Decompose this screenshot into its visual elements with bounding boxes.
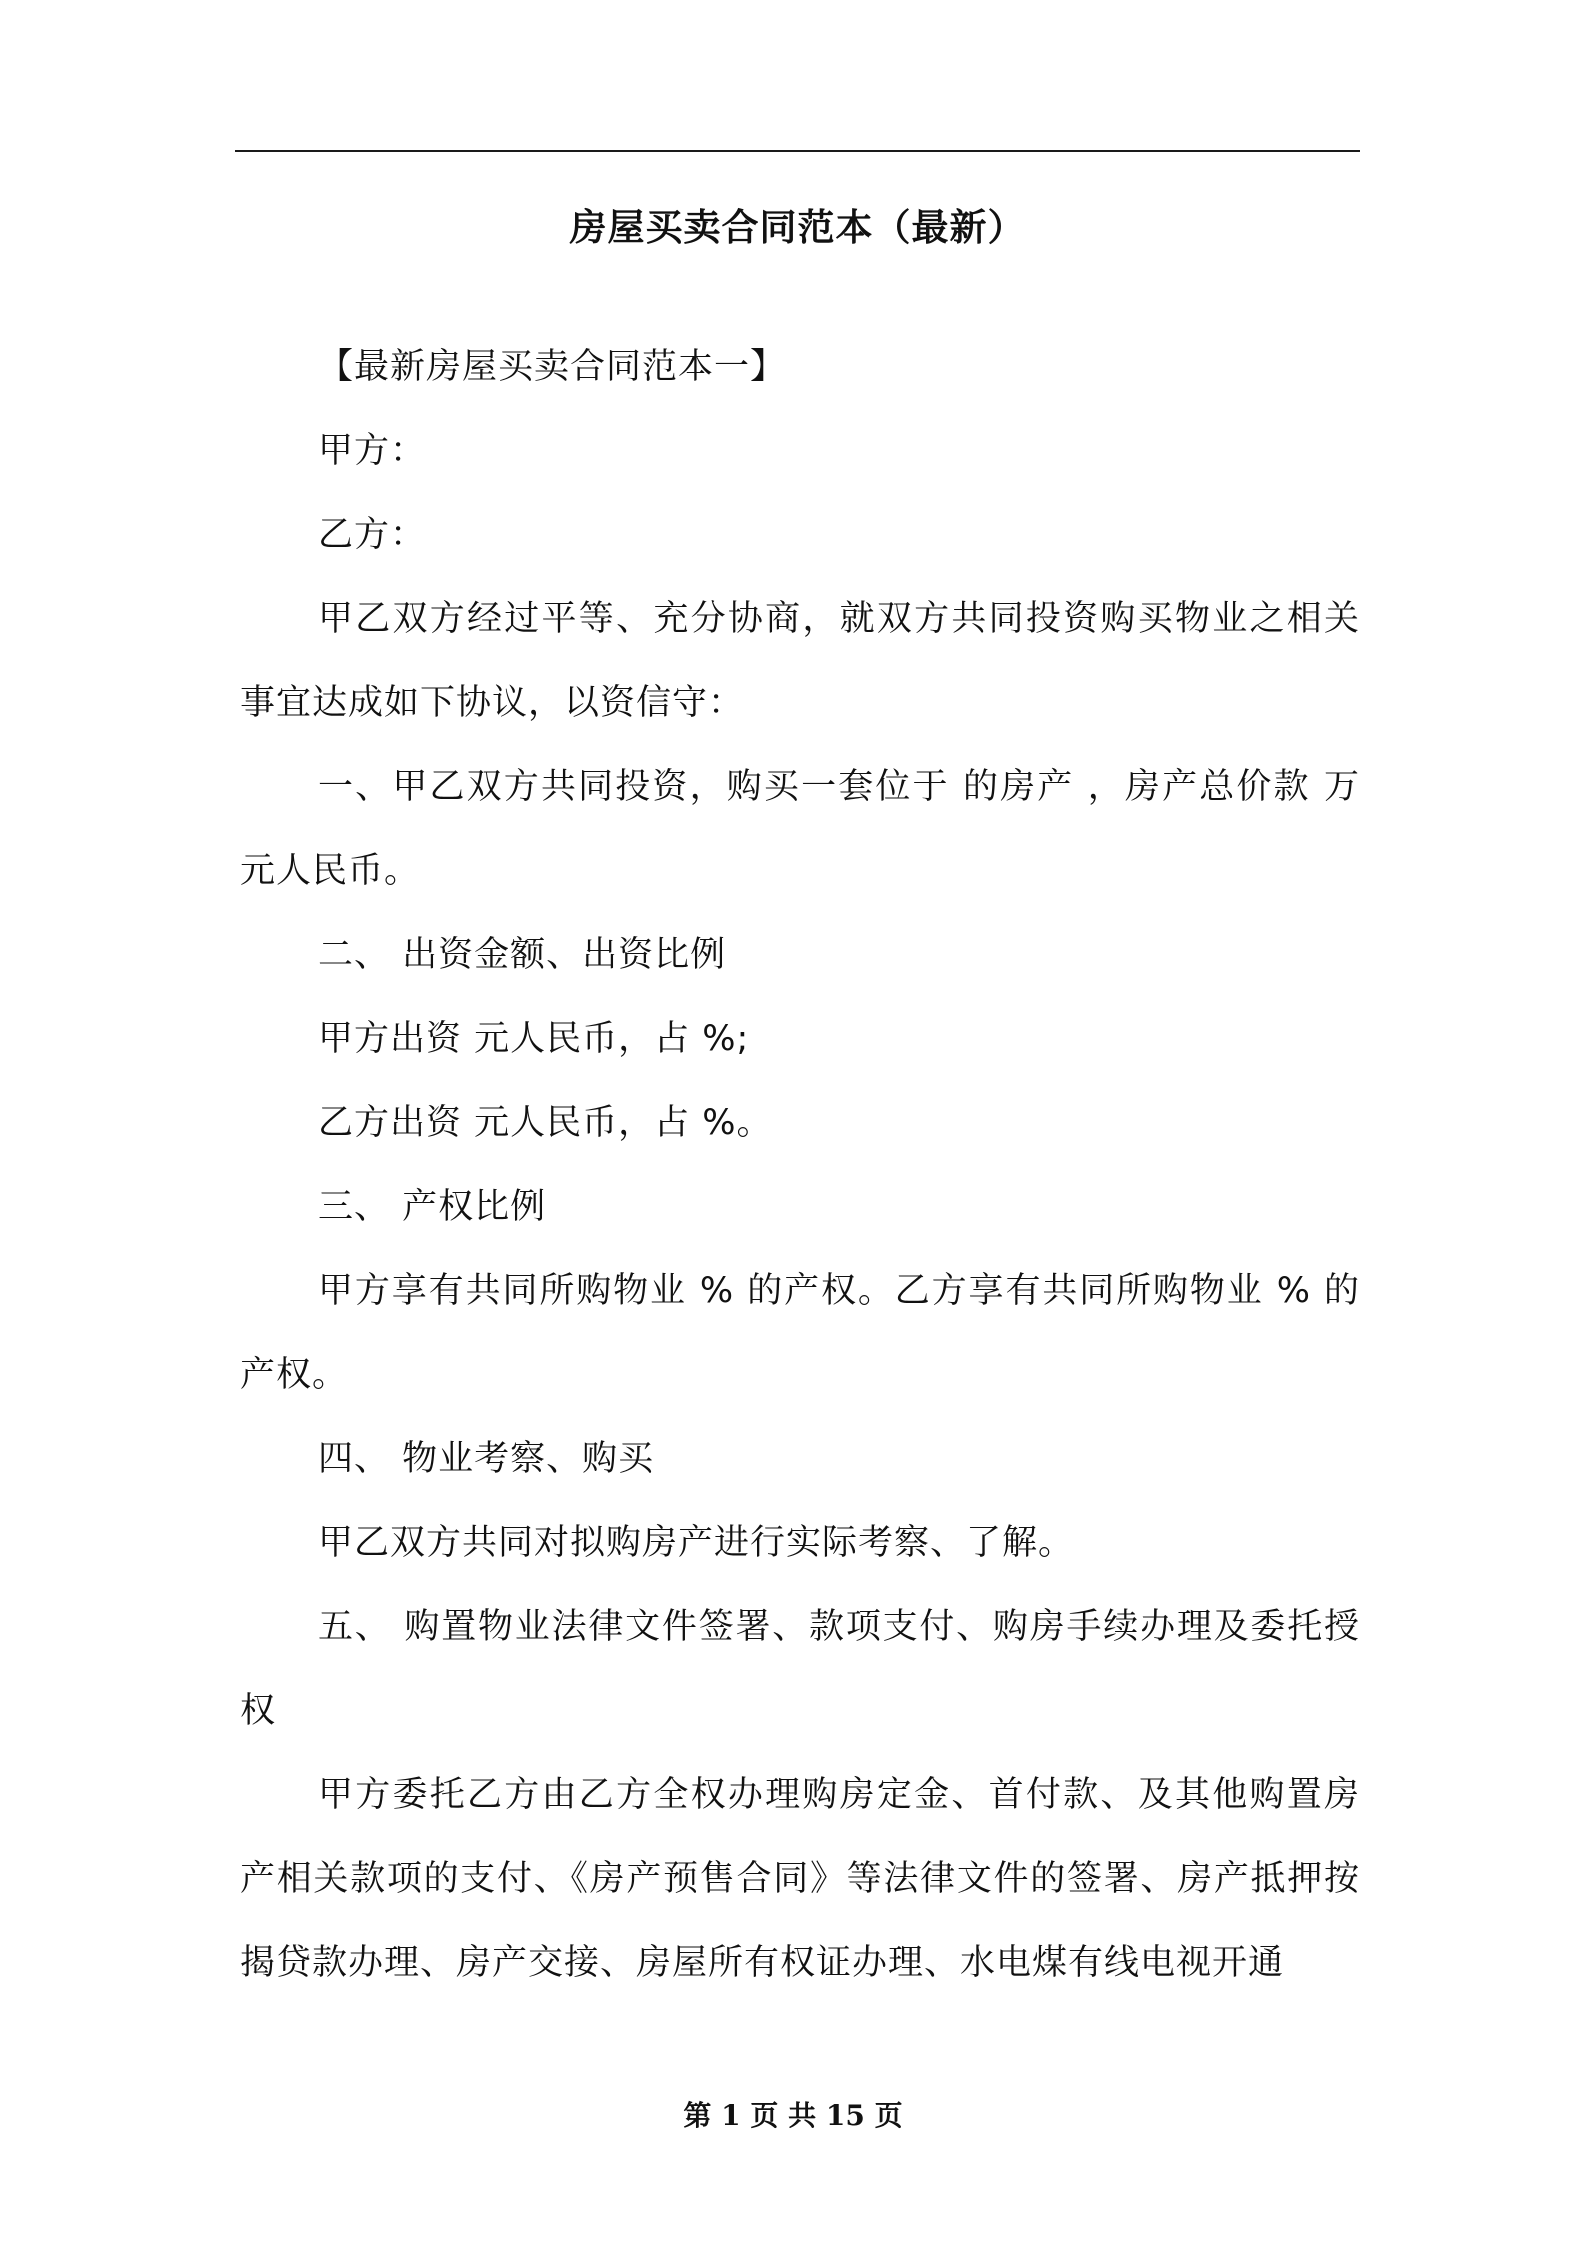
document-title: 房屋买卖合同范本（最新）: [569, 206, 1026, 249]
party-a-line: 甲方：: [318, 431, 427, 471]
clause-1-paragraph: 一、甲乙双方共同投资，购买一套位于 的房产 ，房产总价款 万元人民币。: [240, 767, 1360, 891]
header-rule: [235, 150, 1360, 152]
party-a-contribution: 甲方出资 元人民币，占 %;: [318, 1019, 750, 1059]
clause-3-heading: 三、 产权比例: [318, 1187, 547, 1227]
inspection-paragraph: 甲乙双方共同对拟购房产进行实际考察、了解。: [318, 1523, 1075, 1563]
document-body: [240, 325, 1360, 2005]
page-number-footer: 第 1 页 共 15 页: [683, 2099, 903, 2132]
clause-5-heading: 五、 购置物业法律文件签署、款项支付、购房手续办理及委托授权: [240, 1607, 1360, 1731]
preamble-paragraph: 甲乙双方经过平等、充分协商，就双方共同投资购买物业之相关事宜达成如下协议，以资信守：: [240, 599, 1360, 723]
authorization-paragraph: 甲方委托乙方由乙方全权办理购房定金、首付款、及其他购置房产相关款项的支付、《房产预售合同》等法律文件的签署、房产抵押按揭贷款办理、房产交接、房屋所有权证办理、水电煤有线电视开通: [240, 1775, 1360, 1983]
section-heading: 【最新房屋买卖合同范本一】: [318, 347, 787, 387]
clause-2-heading: 二、 出资金额、出资比例: [318, 935, 727, 975]
party-b-line: 乙方：: [318, 515, 427, 555]
clause-4-heading: 四、 物业考察、购买: [318, 1439, 655, 1479]
ownership-ratio-paragraph: 甲方享有共同所购物业 % 的产权。乙方享有共同所购物业 % 的产权。: [240, 1271, 1360, 1395]
party-b-contribution: 乙方出资 元人民币，占 %。: [318, 1103, 773, 1143]
